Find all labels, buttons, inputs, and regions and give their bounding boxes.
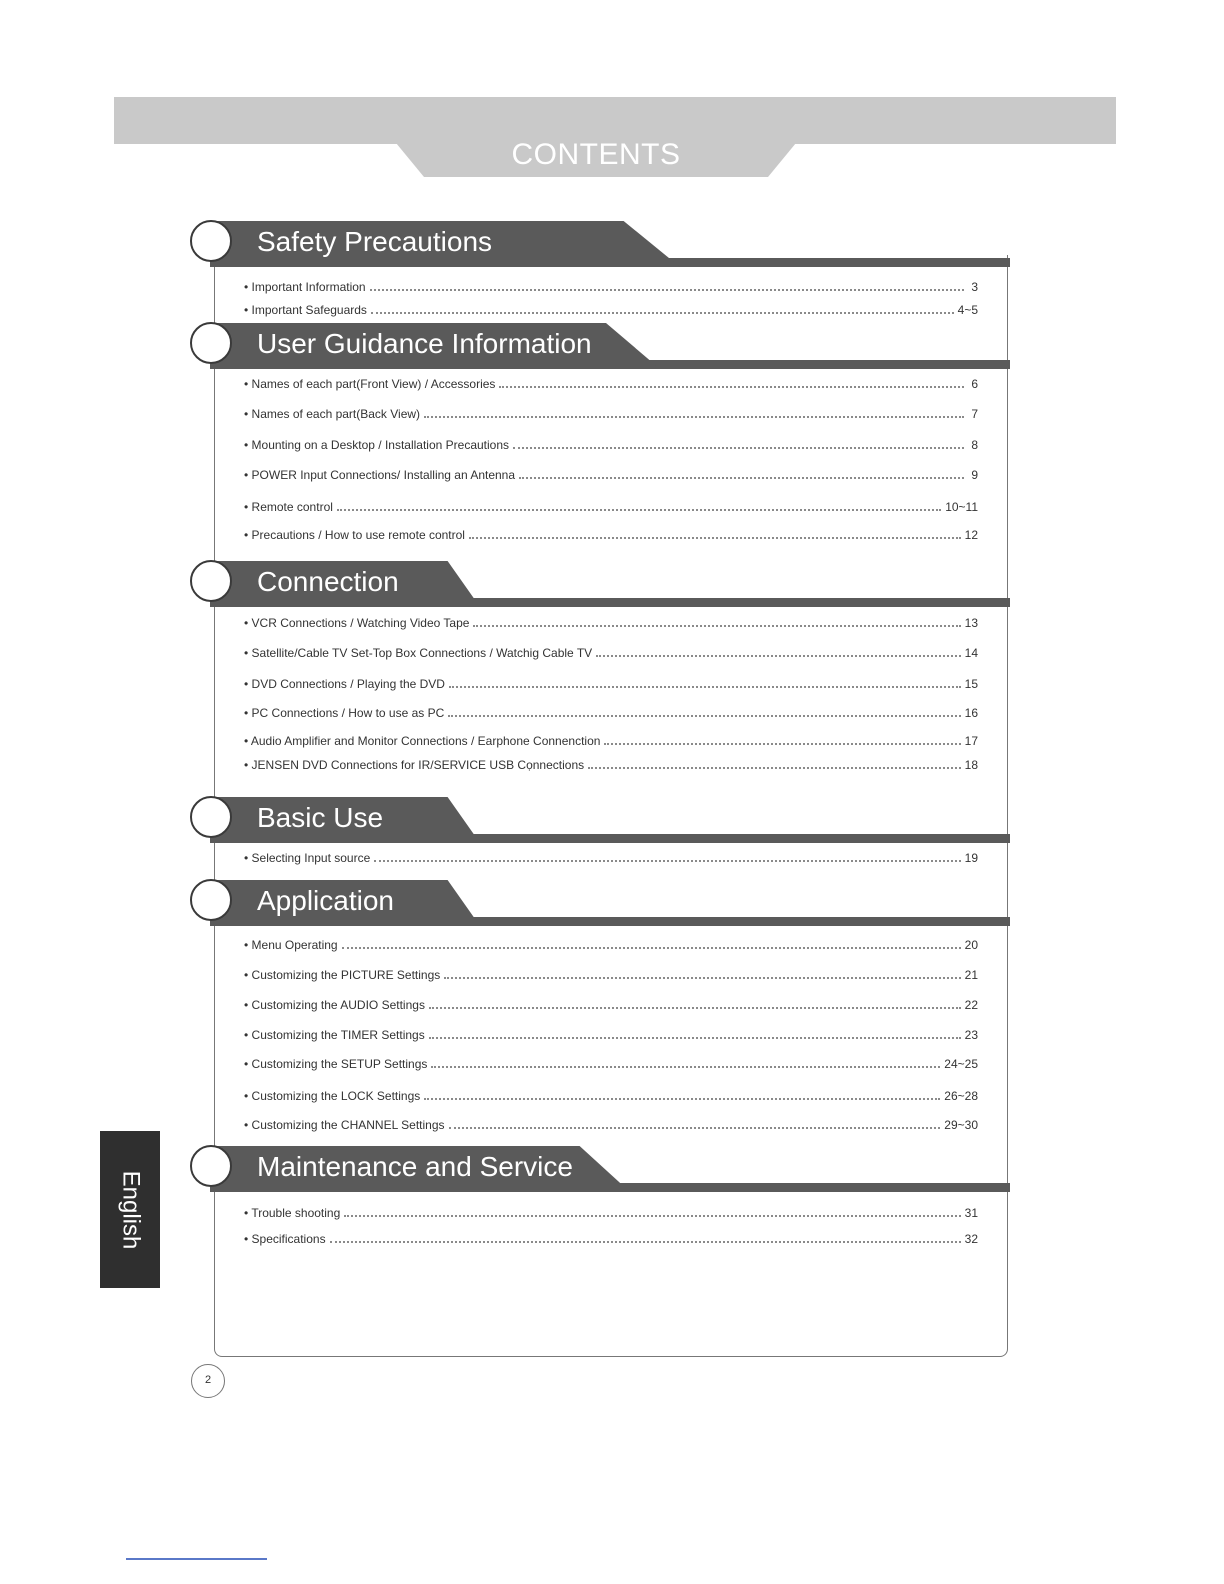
toc-entry-label: • Audio Amplifier and Monitor Connections / Earphone Connenction <box>244 734 601 748</box>
section-circle-icon <box>190 879 232 921</box>
toc-entry[interactable] <box>244 302 978 318</box>
dot-leader <box>371 312 954 314</box>
toc-entry[interactable] <box>244 967 978 983</box>
dot-leader <box>604 743 960 745</box>
toc-entry-page: 23 <box>964 1028 978 1042</box>
toc-entry-page: 10~11 <box>945 500 978 514</box>
toc-entry[interactable] <box>244 1056 978 1072</box>
section-circle-icon <box>190 560 232 602</box>
section-header-basic-use <box>190 797 1010 843</box>
section-header-safety-precautions <box>190 221 1010 267</box>
page-title: CONTENTS <box>511 138 681 171</box>
page-number: 2 <box>191 1364 225 1398</box>
toc-entry[interactable] <box>244 733 978 749</box>
toc-entry-label: • Names of each part(Back View) <box>244 407 421 421</box>
toc-entry-page: 31 <box>964 1206 978 1220</box>
toc-entry[interactable] <box>244 645 978 661</box>
section-title: Safety Precautions <box>257 226 493 257</box>
section-title: Basic Use <box>257 802 384 833</box>
toc-entry-label: • POWER Input Connections/ Installing an Antenna <box>244 468 516 482</box>
toc-entry-label: • Trouble shooting <box>244 1206 341 1220</box>
toc-entry-label: • Customizing the AUDIO Settings <box>244 998 425 1012</box>
toc-entry[interactable] <box>244 1117 978 1133</box>
language-tab-label <box>100 1131 160 1288</box>
toc-entry-page: 32 <box>964 1232 978 1246</box>
dot-leader <box>424 1098 940 1100</box>
toc-entry-page: 3 <box>971 280 978 294</box>
toc-entry-page: 18 <box>964 758 978 772</box>
toc-entry-page: 8 <box>971 438 978 452</box>
toc-entry[interactable] <box>244 705 978 721</box>
toc-entry-label: • Selecting Input source <box>244 851 371 865</box>
toc-entry-page: 21 <box>964 968 978 982</box>
section-circle-icon <box>190 796 232 838</box>
dot-leader <box>519 477 964 479</box>
bottom-rule <box>126 1558 267 1560</box>
toc-entry-page: 13 <box>964 616 978 630</box>
dot-leader <box>429 1037 961 1039</box>
toc-entry[interactable] <box>244 997 978 1013</box>
toc-entry-label: • Customizing the TIMER Settings <box>244 1028 425 1042</box>
toc-entry-page: 16 <box>964 706 978 720</box>
toc-entry-page: 15 <box>964 677 978 691</box>
toc-entry[interactable] <box>244 406 978 422</box>
section-title: Application <box>257 885 394 916</box>
toc-entry[interactable] <box>244 527 978 543</box>
language-label: English <box>117 1170 144 1249</box>
toc-entry[interactable] <box>244 467 978 483</box>
dot-leader <box>337 509 941 511</box>
dot-leader <box>444 977 960 979</box>
toc-entry-label: • Customizing the CHANNEL Settings <box>244 1118 445 1132</box>
toc-entry-page: 20 <box>964 938 978 952</box>
dot-leader <box>588 767 961 769</box>
toc-entry[interactable] <box>244 437 978 453</box>
toc-entry-label: • Names of each part(Front View) / Accessories <box>244 377 496 391</box>
toc-entry-page: 7 <box>971 407 978 421</box>
section-header-connection <box>190 561 1010 607</box>
dot-leader <box>513 447 964 449</box>
toc-entry-page: 19 <box>964 851 978 865</box>
dot-leader <box>449 1127 941 1129</box>
toc-entry-label: • Customizing the PICTURE Settings <box>244 968 441 982</box>
toc-entry-label: • Customizing the LOCK Settings <box>244 1089 421 1103</box>
toc-entry-page: 12 <box>964 528 978 542</box>
dot-leader <box>449 686 961 688</box>
toc-entry[interactable] <box>244 937 978 953</box>
dot-leader <box>429 1007 961 1009</box>
dot-leader <box>342 947 961 949</box>
dot-leader <box>596 655 960 657</box>
toc-entry-page: 4~5 <box>957 303 978 317</box>
toc-entry-label: • VCR Connections / Watching Video Tape <box>244 616 470 630</box>
section-title: Connection <box>257 566 399 597</box>
toc-entry[interactable] <box>244 850 978 866</box>
toc-entry[interactable] <box>244 1088 978 1104</box>
dot-leader <box>431 1066 940 1068</box>
dot-leader <box>448 715 960 717</box>
toc-entry-label: • Precautions / How to use remote control <box>244 528 465 542</box>
toc-entry-label: • Remote control <box>244 500 333 514</box>
dot-leader <box>370 289 964 291</box>
section-header-user-guidance <box>190 323 1010 369</box>
section-circle-icon <box>190 220 232 262</box>
dot-leader <box>499 386 964 388</box>
dot-leader <box>473 625 960 627</box>
toc-entry[interactable] <box>244 1027 978 1043</box>
toc-entry-page: 9 <box>971 468 978 482</box>
dot-leader <box>469 537 961 539</box>
section-circle-icon <box>190 322 232 364</box>
toc-entry-page: 29~30 <box>944 1118 978 1132</box>
dot-leader <box>344 1215 960 1217</box>
section-header-application <box>190 880 1010 926</box>
toc-entry-page: 22 <box>964 998 978 1012</box>
toc-entry[interactable] <box>244 1231 978 1247</box>
toc-entry-label: • JENSEN DVD Connections for IR/SERVICE USB Cọnnections <box>244 758 585 772</box>
toc-entry[interactable] <box>244 1205 978 1221</box>
section-circle-icon <box>190 1145 232 1187</box>
toc-entry[interactable] <box>244 499 978 515</box>
toc-entry[interactable] <box>244 279 978 295</box>
toc-entry-page: 17 <box>964 734 978 748</box>
toc-entry[interactable] <box>244 376 978 392</box>
toc-entry[interactable] <box>244 676 978 692</box>
toc-entry-label: • DVD Connections / Playing the DVD <box>244 677 445 691</box>
section-header-maintenance <box>190 1146 1010 1192</box>
toc-entry-label: • PC Connections / How to use as PC <box>244 706 445 720</box>
section-title: Maintenance and Service <box>257 1151 573 1182</box>
dot-leader <box>374 860 960 862</box>
toc-entry-label: • Important Safeguards <box>244 303 367 317</box>
toc-entry-page: 26~28 <box>944 1089 978 1103</box>
toc-entry-label: • Important Information <box>244 280 366 294</box>
toc-entry-label: • Specifications <box>244 1232 326 1246</box>
toc-entry-page: 24~25 <box>944 1057 978 1071</box>
toc-entry[interactable] <box>244 757 978 773</box>
toc-entry-label: • Satellite/Cable TV Set-Top Box Connections / Watchig Cable TV <box>244 646 593 660</box>
toc-entry-page: 6 <box>971 377 978 391</box>
toc-entry-page: 14 <box>964 646 978 660</box>
toc-entry[interactable] <box>244 615 978 631</box>
dot-leader <box>330 1241 961 1243</box>
section-title: User Guidance Information <box>257 328 592 359</box>
dot-leader <box>424 416 964 418</box>
toc-entry-label: • Menu Operating <box>244 938 338 952</box>
toc-entry-label: • Mounting on a Desktop / Installation Precautions <box>244 438 510 452</box>
toc-entry-label: • Customizing the SETUP Settings <box>244 1057 428 1071</box>
